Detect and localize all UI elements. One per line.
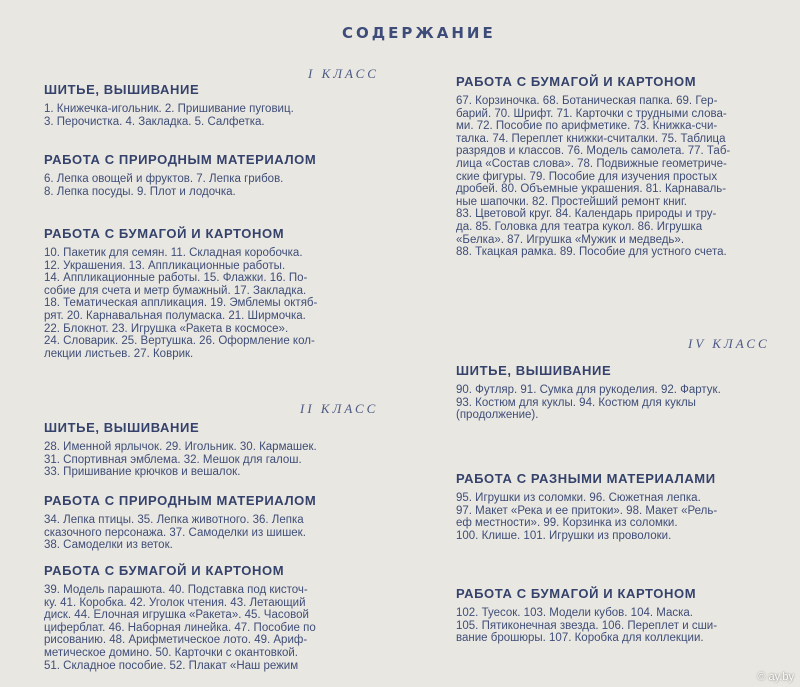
section-items: 95. Игрушки из соломки. 96. Сюжетная лепка. 97. Макет «Река и ее притоки». 98. Макет «Рель- еф местности». 99. Корзинка из соломки. 100. Клише. 101. Игрушки из проволоки. xyxy=(456,492,718,542)
section-paper-grade1 xyxy=(44,226,317,360)
section-various-grade4 xyxy=(456,471,717,542)
section-natural-grade1 xyxy=(44,152,316,198)
section-heading: РАБОТА С БУМАГОЙ И КАРТОНОМ xyxy=(44,563,285,578)
section-heading: ШИТЬЕ, ВЫШИВАНИЕ xyxy=(44,82,200,97)
section-heading: ШИТЬЕ, ВЫШИВАНИЕ xyxy=(456,363,612,378)
section-items: 102. Туесок. 103. Модели кубов. 104. Маска. 105. Пятиконечная звезда. 106. Переплет и сши- вание брошюры. 107. Коробка для коллекции. xyxy=(456,607,718,645)
section-heading: РАБОТА С РАЗНЫМИ МАТЕРИАЛАМИ xyxy=(456,471,716,486)
section-items: 1. Книжечка-игольник. 2. Пришивание пуговиц. 3. Перочистка. 4. Закладка. 5. Салфетка. xyxy=(44,103,294,128)
section-items: 39. Модель парашюта. 40. Подставка под кисточ- ку. 41. Коробка. 42. Уголок чтения. 43. Летающий диск. 44. Елочная игрушка «Ракета». 45. Часовой циферблат. 46. Наборная линейка. 47. Пособие по рисованию. 48. Арифметическое лото. 49. Ариф- метическое домино. 50. Карточки с окантовкой. 51. Складное пособие. 52. Плакат «Наш режим xyxy=(44,584,316,672)
grade-4-label: IV КЛАСС xyxy=(688,336,770,351)
section-items: 34. Лепка птицы. 35. Лепка животного. 36. Лепка сказочного персонажа. 37. Самоделки из шишек. 38. Самоделки из веток. xyxy=(44,514,306,552)
section-items: 67. Корзиночка. 68. Ботаническая папка. 69. Гер- барий. 70. Шрифт. 71. Карточки с трудными слова- ми. 72. Пособие по арифметике. 73. Книжка-счи- талка. 74. Переплет книжки-считалки. 75. Таблица разрядов и классов. 76. Модель самолета. 77. Таб- лица «Состав слова». 78. Подвижные геометриче- ские фигуры. 79. Пособие для изучения простых дробей. 80. Объемные украшения. 81. Карнаваль- ные шапочки. 82. Простейший ремонт книг. 83. Цветовой круг. 84. Календарь природы и тру- да. 85. Головка для театра кукол. 86. Игрушка «Белка». 87. Игрушка «Мужик и медведь». 88. Ткацкая рамка. 89. Пособие для устного счета. xyxy=(456,95,731,259)
page-title: СОДЕРЖАНИЕ xyxy=(342,24,496,42)
section-heading: РАБОТА С ПРИРОДНЫМ МАТЕРИАЛОМ xyxy=(44,493,317,508)
section-paper-grade4 xyxy=(456,586,717,645)
grade-2-label: II КЛАСС xyxy=(300,401,379,416)
section-heading: РАБОТА С ПРИРОДНЫМ МАТЕРИАЛОМ xyxy=(44,152,317,167)
section-paper-grade2 xyxy=(44,563,316,672)
watermark: © ay.by xyxy=(757,671,794,683)
section-sewing-grade2 xyxy=(44,420,317,479)
section-items: 10. Пакетик для семян. 11. Складная коробочка. 12. Украшения. 13. Аппликационные работы. 14. Аппликационные работы. 15. Флажки. 16. По- собие для счета и метр бумажный. 17. Закладка. 18. Тематическая аппликация. 19. Эмблемы октяб- рят. 20. Карнавальная полумаска. 21. Ширмочка. 22. Блокнот. 23. Игрушка «Ракета в космосе». 24. Словарик. 25. Вертушка. 26. Оформление кол- лекции листьев. 27. Коврик. xyxy=(44,247,318,360)
section-sewing-grade4 xyxy=(456,363,721,422)
section-heading: РАБОТА С БУМАГОЙ И КАРТОНОМ xyxy=(456,586,697,601)
grade-1-label: I КЛАСС xyxy=(308,66,379,81)
section-items: 28. Именной ярлычок. 29. Игольник. 30. Кармашек. 31. Спортивная эмблема. 32. Мешок для галош. 33. Пришивание крючков и вешалок. xyxy=(44,441,317,479)
section-items: 6. Лепка овощей и фруктов. 7. Лепка грибов. 8. Лепка посуды. 9. Плот и лодочка. xyxy=(44,173,284,198)
section-natural-grade2 xyxy=(44,493,316,552)
section-heading: РАБОТА С БУМАГОЙ И КАРТОНОМ xyxy=(456,74,697,89)
section-paper-grade3 xyxy=(456,74,730,259)
section-heading: ШИТЬЕ, ВЫШИВАНИЕ xyxy=(44,420,200,435)
section-sewing-grade1 xyxy=(44,82,294,128)
section-items: 90. Футляр. 91. Сумка для рукоделия. 92. Фартук. 93. Костюм для куклы. 94. Костюм для куклы (продолжение). xyxy=(456,384,721,422)
section-heading: РАБОТА С БУМАГОЙ И КАРТОНОМ xyxy=(44,226,285,241)
